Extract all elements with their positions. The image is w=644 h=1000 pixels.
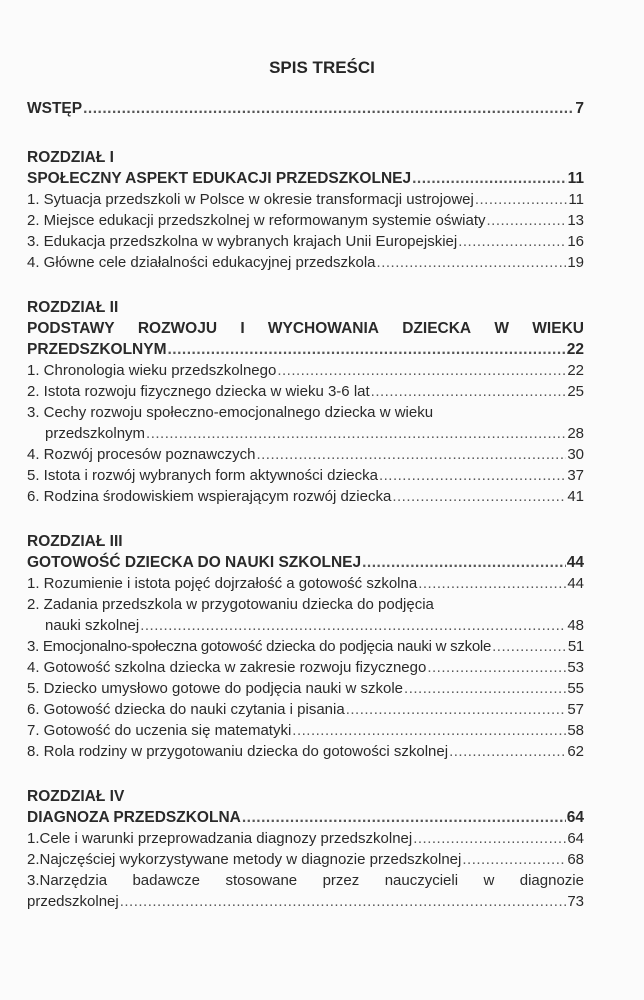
- page-number: 53: [567, 659, 584, 676]
- page-number: 41: [567, 488, 584, 505]
- toc-entry[interactable]: [27, 699, 584, 720]
- title-word: ROZWOJU: [137, 320, 218, 337]
- page-number: 30: [567, 446, 584, 463]
- dot-leader: [392, 486, 566, 507]
- entry-title: 7. Gotowość do uczenia się matematyki: [27, 722, 292, 739]
- page-number: 68: [567, 851, 584, 868]
- dot-leader: [404, 678, 566, 699]
- page-number: 19: [567, 254, 584, 271]
- title-word: I: [240, 320, 245, 337]
- dot-leader: [449, 741, 566, 762]
- dot-leader: [487, 210, 567, 231]
- title-word: 3.Narzędzia: [27, 872, 108, 889]
- dot-leader: [492, 636, 567, 657]
- dot-leader: [168, 339, 566, 360]
- page-number: 73: [567, 893, 584, 910]
- toc-chapter-title[interactable]: [27, 552, 584, 573]
- dot-leader: [120, 891, 567, 912]
- page-number: 25: [567, 383, 584, 400]
- page-number: 51: [567, 638, 584, 655]
- page-number: 55: [567, 680, 584, 697]
- dot-leader: [379, 465, 566, 486]
- entry-title: 2.Najczęściej wykorzystywane metody w diagnozie przedszkolnej: [27, 851, 462, 868]
- page-number: 28: [567, 425, 584, 442]
- toc-entry[interactable]: [27, 849, 584, 870]
- toc-entry-line2[interactable]: [27, 615, 584, 636]
- dot-leader: [458, 231, 566, 252]
- entry-title: 3. Edukacja przedszkolna w wybranych krajach Unii Europejskiej: [27, 233, 458, 250]
- table-of-contents: [27, 98, 584, 912]
- chapter-label: ROZDZIAŁ I: [27, 149, 114, 166]
- dot-leader: [462, 849, 566, 870]
- page-number: 11: [568, 191, 584, 208]
- entry-title-cont: przedszkolnym: [45, 425, 146, 442]
- toc-entry[interactable]: [27, 657, 584, 678]
- page-number: 22: [567, 362, 584, 379]
- page-number: 7: [575, 100, 584, 117]
- toc-entry[interactable]: [27, 573, 584, 594]
- dot-leader: [362, 552, 566, 573]
- page-number: 44: [567, 575, 584, 592]
- toc-chapter-title-line1[interactable]: [27, 318, 584, 339]
- dot-leader: [146, 423, 566, 444]
- entry-title: DIAGNOZA PRZEDSZKOLNA: [27, 809, 241, 826]
- dot-leader: [475, 189, 568, 210]
- title-word: DZIECKA: [402, 320, 472, 337]
- toc-entry-line1[interactable]: [27, 594, 584, 615]
- chapter-label: ROZDZIAŁ II: [27, 299, 119, 316]
- entry-title-cont: nauki szkolnej: [45, 617, 140, 634]
- page-number: 37: [567, 467, 584, 484]
- dot-leader: [242, 807, 566, 828]
- entry-title: WSTĘP: [27, 100, 83, 117]
- dot-leader: [140, 615, 566, 636]
- toc-entry[interactable]: [27, 465, 584, 486]
- entry-title: SPOŁECZNY ASPEKT EDUKACJI PRZEDSZKOLNEJ: [27, 170, 412, 187]
- entry-title: 8. Rola rodziny w przygotowaniu dziecka do gotowości szkolnej: [27, 743, 449, 760]
- entry-title: 1.Cele i warunki przeprowadzania diagnozy przedszkolnej: [27, 830, 413, 847]
- chapter-label: ROZDZIAŁ III: [27, 533, 123, 550]
- entry-title: 2. Miejsce edukacji przedszkolnej w reformowanym systemie oświaty: [27, 212, 486, 229]
- dot-leader: [413, 828, 566, 849]
- dot-leader: [256, 444, 566, 465]
- entry-title: PRZEDSZKOLNYM: [27, 341, 167, 358]
- toc-entry[interactable]: [27, 189, 584, 210]
- entry-title: 1. Chronologia wieku przedszkolnego: [27, 362, 277, 379]
- entry-title: 4. Gotowość szkolna dziecka w zakresie rozwoju fizycznego: [27, 659, 427, 676]
- page-number: 44: [566, 554, 584, 571]
- page-number: 58: [567, 722, 584, 739]
- page-title: SPIS TREŚCI: [269, 58, 375, 77]
- toc-entry[interactable]: [27, 381, 584, 402]
- entry-title: 6. Rodzina środowiskiem wspierającym rozwój dziecka: [27, 488, 392, 505]
- page-number: 62: [567, 743, 584, 760]
- entry-title: 2. Istota rozwoju fizycznego dziecka w wieku 3-6 lat: [27, 383, 370, 400]
- page-number: 22: [566, 341, 584, 358]
- title-word: PODSTAWY: [27, 320, 115, 337]
- toc-entry-line2[interactable]: [27, 891, 584, 912]
- dot-leader: [427, 657, 566, 678]
- toc-entry[interactable]: [27, 231, 584, 252]
- page-number: 64: [566, 809, 584, 826]
- title-word: w: [483, 872, 495, 889]
- dot-leader: [83, 98, 574, 119]
- toc-entry[interactable]: [27, 678, 584, 699]
- entry-title: 1. Rozumienie i istota pojęć dojrzałość a gotowość szkolna: [27, 575, 418, 592]
- dot-leader: [277, 360, 566, 381]
- page-number: 57: [567, 701, 584, 718]
- entry-title: 1. Sytuacja przedszkoli w Polsce w okresie transformacji ustrojowej: [27, 191, 474, 208]
- toc-entry-line1[interactable]: [27, 870, 584, 891]
- toc-entry[interactable]: [27, 741, 584, 762]
- entry-title: 5. Dziecko umysłowo gotowe do podjęcia nauki w szkole: [27, 680, 404, 697]
- title-word: WYCHOWANIA: [267, 320, 379, 337]
- title-word: WIEKU: [532, 320, 584, 337]
- toc-entry-intro[interactable]: [27, 98, 584, 119]
- toc-entry[interactable]: [27, 252, 584, 273]
- toc-chapter-title[interactable]: [27, 168, 584, 189]
- entry-title-cont: przedszkolnej: [27, 893, 119, 910]
- toc-entry-line1[interactable]: [27, 402, 584, 423]
- entry-title: 2. Zadania przedszkola w przygotowaniu dziecka do podjęcia: [27, 596, 434, 613]
- dot-leader: [292, 720, 566, 741]
- entry-title: 3. Cechy rozwoju społeczno-emocjonalnego dziecka w wieku: [27, 404, 434, 421]
- title-word: stosowane: [225, 872, 298, 889]
- toc-chapter-title[interactable]: [27, 807, 584, 828]
- toc-entry[interactable]: [27, 636, 584, 657]
- title-word: przez: [322, 872, 360, 889]
- title-word: nauczycieli: [384, 872, 459, 889]
- toc-entry-line2[interactable]: [27, 423, 584, 444]
- toc-entry[interactable]: [27, 444, 584, 465]
- entry-title: 4. Główne cele działalności edukacyjnej przedszkola: [27, 254, 376, 271]
- title-word: W: [494, 320, 510, 337]
- toc-entry[interactable]: [27, 828, 584, 849]
- dot-leader: [377, 252, 567, 273]
- toc-entry[interactable]: [27, 486, 584, 507]
- entry-title: 5. Istota i rozwój wybranych form aktywności dziecka: [27, 467, 378, 484]
- toc-chapter-title-line2[interactable]: [27, 339, 584, 360]
- chapter-label: ROZDZIAŁ IV: [27, 788, 125, 805]
- dot-leader: [418, 573, 566, 594]
- title-word: badawcze: [132, 872, 201, 889]
- dot-leader: [412, 168, 567, 189]
- entry-title: 4. Rozwój procesów poznawczych: [27, 446, 256, 463]
- page-number: 16: [567, 233, 584, 250]
- toc-entry[interactable]: [27, 210, 584, 231]
- entry-title: 6. Gotowość dziecka do nauki czytania i pisania: [27, 701, 345, 718]
- page-number: 64: [567, 830, 584, 847]
- entry-title: GOTOWOŚĆ DZIECKA DO NAUKI SZKOLNEJ: [27, 554, 362, 571]
- title-word: diagnozie: [519, 872, 584, 889]
- page-number: 11: [567, 170, 584, 187]
- entry-title: 3. Emocjonalno-społeczna gotowość dziecka do podjęcia nauki w szkole: [27, 638, 492, 655]
- toc-entry[interactable]: [27, 360, 584, 381]
- page-number: 13: [567, 212, 584, 229]
- dot-leader: [346, 699, 567, 720]
- toc-entry[interactable]: [27, 720, 584, 741]
- page-number: 48: [567, 617, 584, 634]
- dot-leader: [371, 381, 567, 402]
